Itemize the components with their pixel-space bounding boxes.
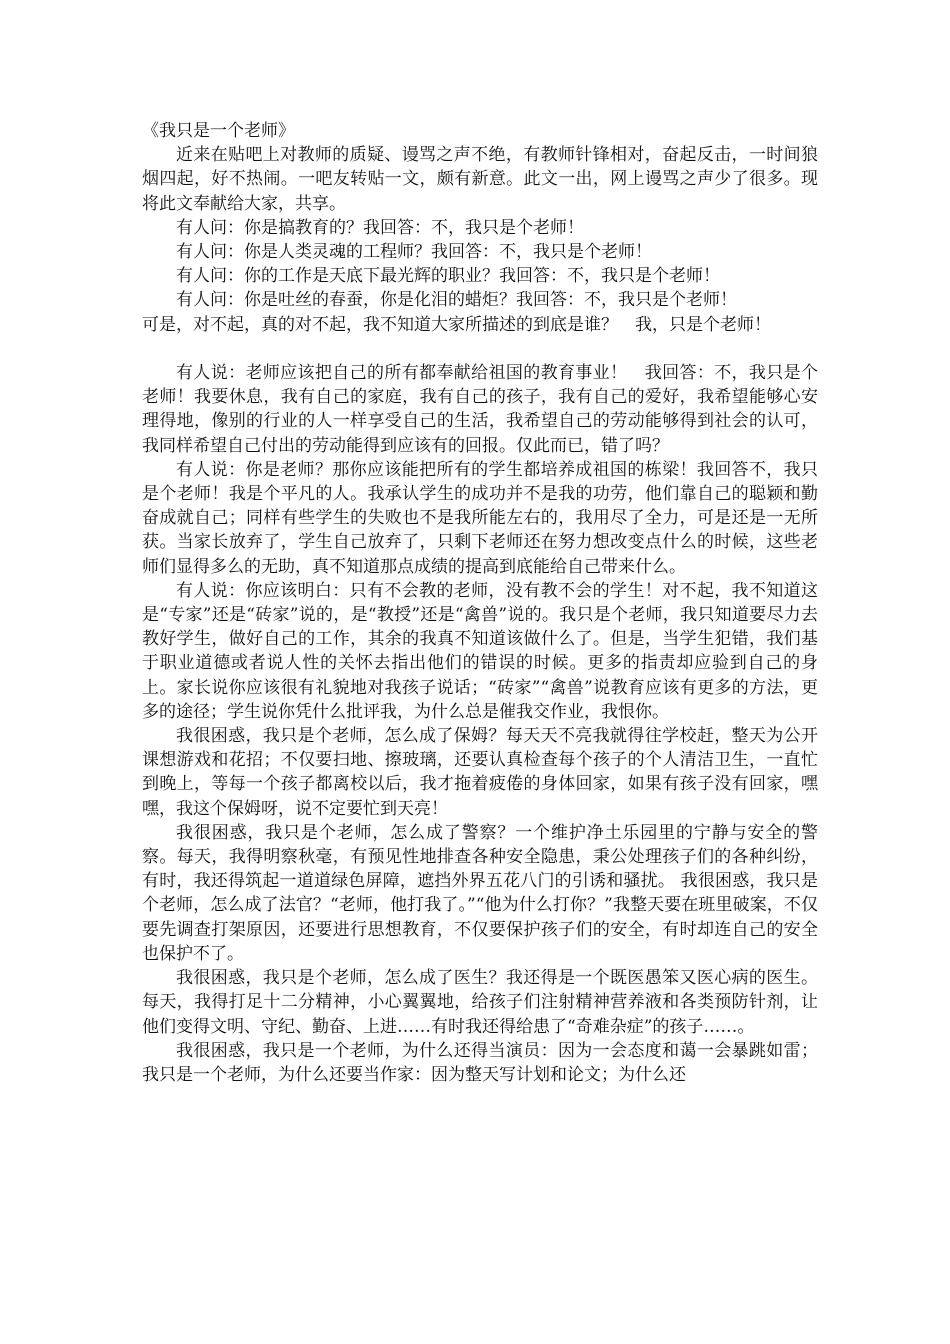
paragraph-nanny: 我很困惑，我只是个老师，怎么成了保姆？每天天不亮我就得往学校赶，整天为公开课想游戏和花招；不仅要扫地、擦玻璃，还要认真检查每个孩子的个人清洁卫生，一直忙到晚上，等每一个孩子都离校以后，我才拖着疲倦的身体回家，如果有孩子没有回家，嘿嘿，我这个保姆呀，说不定要忙到天亮！ — [142, 726, 818, 819]
paragraph-question-4: 有人问：你是吐丝的春蚕，你是化泪的蜡炬？我回答：不，我只是个老师！ — [176, 290, 737, 311]
paragraph-actor: 我很困惑，我只是一个老师，为什么还得当演员：因为一会态度和蔼一会暴跳如雷；我只是一个老师，为什么还要当作家：因为整天写计划和论文；为什么还 — [142, 1040, 818, 1085]
document-title: 《我只是一个老师》 — [142, 121, 295, 141]
paragraph-police: 我很困惑，我只是个老师，怎么成了警察？一个维护净土乐园里的宁静与安全的警察。每天，我得明察秋毫，有预见性地排查各种安全隐患，秉公处理孩子们的各种纠纷，有时，我还得筑起一道道绿色屏障，遮挡外界五花八门的引诱和骚扰。 我很困惑，我只是个老师，怎么成了法官？“老师，他打我了。”“他为什么打你？”我整天要在班里破案，不仅要先调查打架原因，还要进行思想教育，不仅要保护孩子们的安全，有时却连自己的安全也保护不了。 — [142, 822, 818, 964]
paragraph-question-2: 有人问：你是人类灵魂的工程师？我回答：不，我只是个老师！ — [176, 242, 652, 263]
paragraph-dedication: 有人说：老师应该把自己的所有都奉献给祖国的教育事业！ 我回答：不，我只是个老师！我要休息，我有自己的家庭，我有自己的孩子，我有自己的爱好，我希望能够心安理得地，像别的行业的人一样享受自己的生活，我希望自己的劳动能够得到社会的认可，我同样希望自己付出的劳动能得到应该有的回报。仅此而已，错了吗？ — [142, 363, 818, 456]
blank-line — [142, 337, 818, 361]
paragraph-conclusion: 可是，对不起，真的对不起，我不知道大家所描述的到底是谁？ 我，只是个老师！ — [142, 314, 771, 335]
paragraph-doctor: 我很困惑，我只是个老师，怎么成了医生？我还得是一个既医愚笨又医心病的医生。每天，我得打足十二分精神，小心翼翼地，给孩子们注射精神营养液和各类预防针剂，让他们变得文明、守纪、勤奋、上进……有时我还得给患了“奇难杂症”的孩子……。 — [142, 968, 818, 1037]
paragraph-question-3: 有人问：你的工作是天底下最光辉的职业？我回答：不，我只是个老师！ — [176, 266, 720, 287]
paragraph-pillars: 有人说：你是老师？那你应该能把所有的学生都培养成祖国的栋梁！我回答不，我只是个老师！我是个平凡的人。我承认学生的成功并不是我的功劳，他们靠自己的聪颖和勤奋成就自己；同样有些学生的失败也不是我所能左右的，我用尽了全力，可是还是一无所获。当家长放弃了，学生自己放弃了，只剩下老师还在努力想改变点什么的时候，这些老师们显得多么的无助，真不知道那点成绩的提高到底能给自己带来什么。 — [142, 459, 818, 577]
paragraph-question-1: 有人问：你是搞教育的？我回答：不，我只是个老师！ — [176, 217, 584, 238]
document-page — [142, 119, 818, 1087]
paragraph-intro: 近来在贴吧上对教师的质疑、谩骂之声不绝，有教师针锋相对，奋起反击，一时间狼烟四起，好不热闹。一吧友转贴一文，颇有新意。此文一出，网上谩骂之声少了很多。现将此文奉献给大家，共享。 — [142, 145, 818, 214]
paragraph-experts: 有人说：你应该明白：只有不会教的老师，没有教不会的学生！对不起，我不知道这是“专家”还是“砖家”说的，是“教授”还是“禽兽”说的。我只是个老师，我只知道要尽力去教好学生，做好自己的工作，其余的我真不知道该做什么了。但是，当学生犯错，我们基于职业道德或者说人性的关怀去指出他们的错误的时候。更多的指责却应验到自己的身上。家长说你应该很有礼貌地对我孩子说话；“砖家”“禽兽”说教育应该有更多的方法，更多的途径；学生说你凭什么批评我，为什么总是催我交作业，我恨你。 — [142, 580, 818, 722]
